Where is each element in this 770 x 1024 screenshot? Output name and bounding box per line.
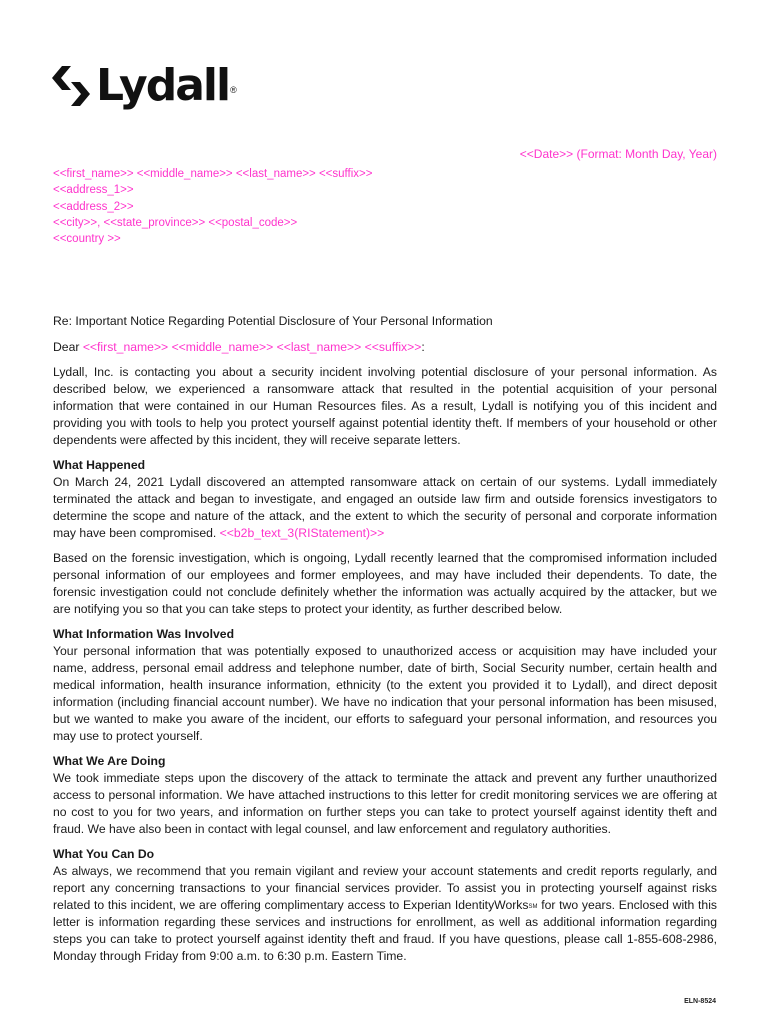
- salutation-dear: Dear: [53, 340, 83, 354]
- service-mark: SM: [528, 904, 538, 910]
- lydall-chevron-logo-icon: [52, 66, 90, 106]
- address-line-country: <<country >>: [53, 233, 121, 246]
- document-code: ELN-8524: [684, 998, 716, 1005]
- salutation-colon: :: [421, 340, 425, 354]
- what-you-can-do-text-a: As always, we recommend that you remain vigilant and review your account statements and credit reports regularly, and report any concerning transactions to your financial services provider. To assist you in protecting yourself against risks related to this incident, we are offering complimentary access to Experian IdentityWorks: [53, 864, 717, 912]
- address-line-2: <<address_2>>: [53, 200, 134, 213]
- what-information-paragraph: Your personal information that was potentially exposed to unauthorized access or acquisition may have included your name, address, personal email address and telephone number, date of birth, Social Security number, certain health and medical information, health insurance information, ethnicity (to the extent you provided it to Lydall), and direct deposit information (including financial account number). We have no indication that your personal information has been misused, but we wanted to make you aware of the incident, our efforts to safeguard your personal information, and resources you may use to protect yourself.: [53, 644, 717, 743]
- salutation: [53, 339, 717, 356]
- section-heading: What You Can Do: [53, 847, 155, 861]
- what-you-can-do-paragraph: [53, 863, 717, 965]
- recipient-address: [53, 166, 372, 247]
- intro-paragraph: Lydall, Inc. is contacting you about a security incident involving potential disclosure of your personal information. As described below, we experienced a ransomware attack that resulted in the potential acquisition of your personal information that were contained in our Human Resources files. As a result, Lydall is notifying you of this incident and providing you with tools to help you protect yourself against potential identity theft. If members of your household or other dependents were affected by this incident, they will receive separate letters.: [53, 365, 717, 447]
- section-heading: What Information Was Involved: [53, 627, 235, 641]
- ri-statement-placeholder: <<b2b_text_3(RIStatement)>>: [219, 526, 385, 540]
- section-heading: What We Are Doing: [53, 754, 166, 768]
- section-what-we-are-doing: [53, 753, 717, 838]
- subject-line: Re: Important Notice Regarding Potential Disclosure of Your Personal Information: [53, 314, 493, 328]
- what-we-are-doing-paragraph: We took immediate steps upon the discovery of the attack to terminate the attack and prevent any further unauthorized access to personal information. We have attached instructions to this letter for credit monitoring services we are offering at no cost to you for two years, and information on further steps you can take to protect yourself against identity theft and fraud. We have also been in contact with legal counsel, and law enforcement and regulatory authorities.: [53, 771, 717, 836]
- logo-wordmark: Lydall: [96, 60, 230, 111]
- address-line-name: <<first_name>> <<middle_name>> <<last_name>> <<suffix>>: [53, 168, 373, 180]
- date-format-note: (Format: Month Day, Year): [576, 147, 717, 161]
- address-line-1: <<address_1>>: [53, 184, 134, 197]
- letter-body: [53, 313, 717, 973]
- section-heading: What Happened: [53, 458, 146, 472]
- section-what-information: [53, 626, 717, 745]
- date-placeholder: <<Date>>: [519, 147, 574, 161]
- section-what-happened: [53, 457, 717, 618]
- what-happened-text: On March 24, 2021 Lydall discovered an attempted ransomware attack on certain of our systems. Lydall immediately terminated the attack and began to investigate, and engaged an outside law firm and outside forensics investigators to determine the scope and nature of the attack, and the extent to which the security of personal and corporate information may have been compromised.: [53, 475, 717, 540]
- what-happened-paragraph-1: [53, 474, 717, 542]
- what-happened-paragraph-2: Based on the forensic investigation, which is ongoing, Lydall recently learned that the compromised information included personal information of our employees and former employees, and may have included their dependents. To date, the forensic investigation could not conclude definitely whether the information was actually acquired by the attacker, but we are notifying you so that you can take steps to protect your identity, as further described below.: [53, 551, 717, 616]
- date-line: [520, 146, 717, 162]
- address-line-city: <<city>>, <<state_province>> <<postal_code>>: [53, 216, 298, 229]
- salutation-name-placeholder: <<first_name>> <<middle_name>> <<last_name>> <<suffix>>: [82, 340, 422, 354]
- logo-registered-mark: ®: [230, 85, 237, 95]
- what-you-can-do-text-b: for two years. Enclosed with this letter is information regarding these services and instructions for enrollment, as well as additional information regarding steps you can take to protect yourself against identity theft and fraud. If you have questions, please call 1-855-608-2986, Monday through Friday from 9:00 a.m. to 6:30 p.m. Eastern Time.: [53, 898, 718, 963]
- section-what-you-can-do: [53, 846, 717, 965]
- company-logo: [52, 60, 237, 111]
